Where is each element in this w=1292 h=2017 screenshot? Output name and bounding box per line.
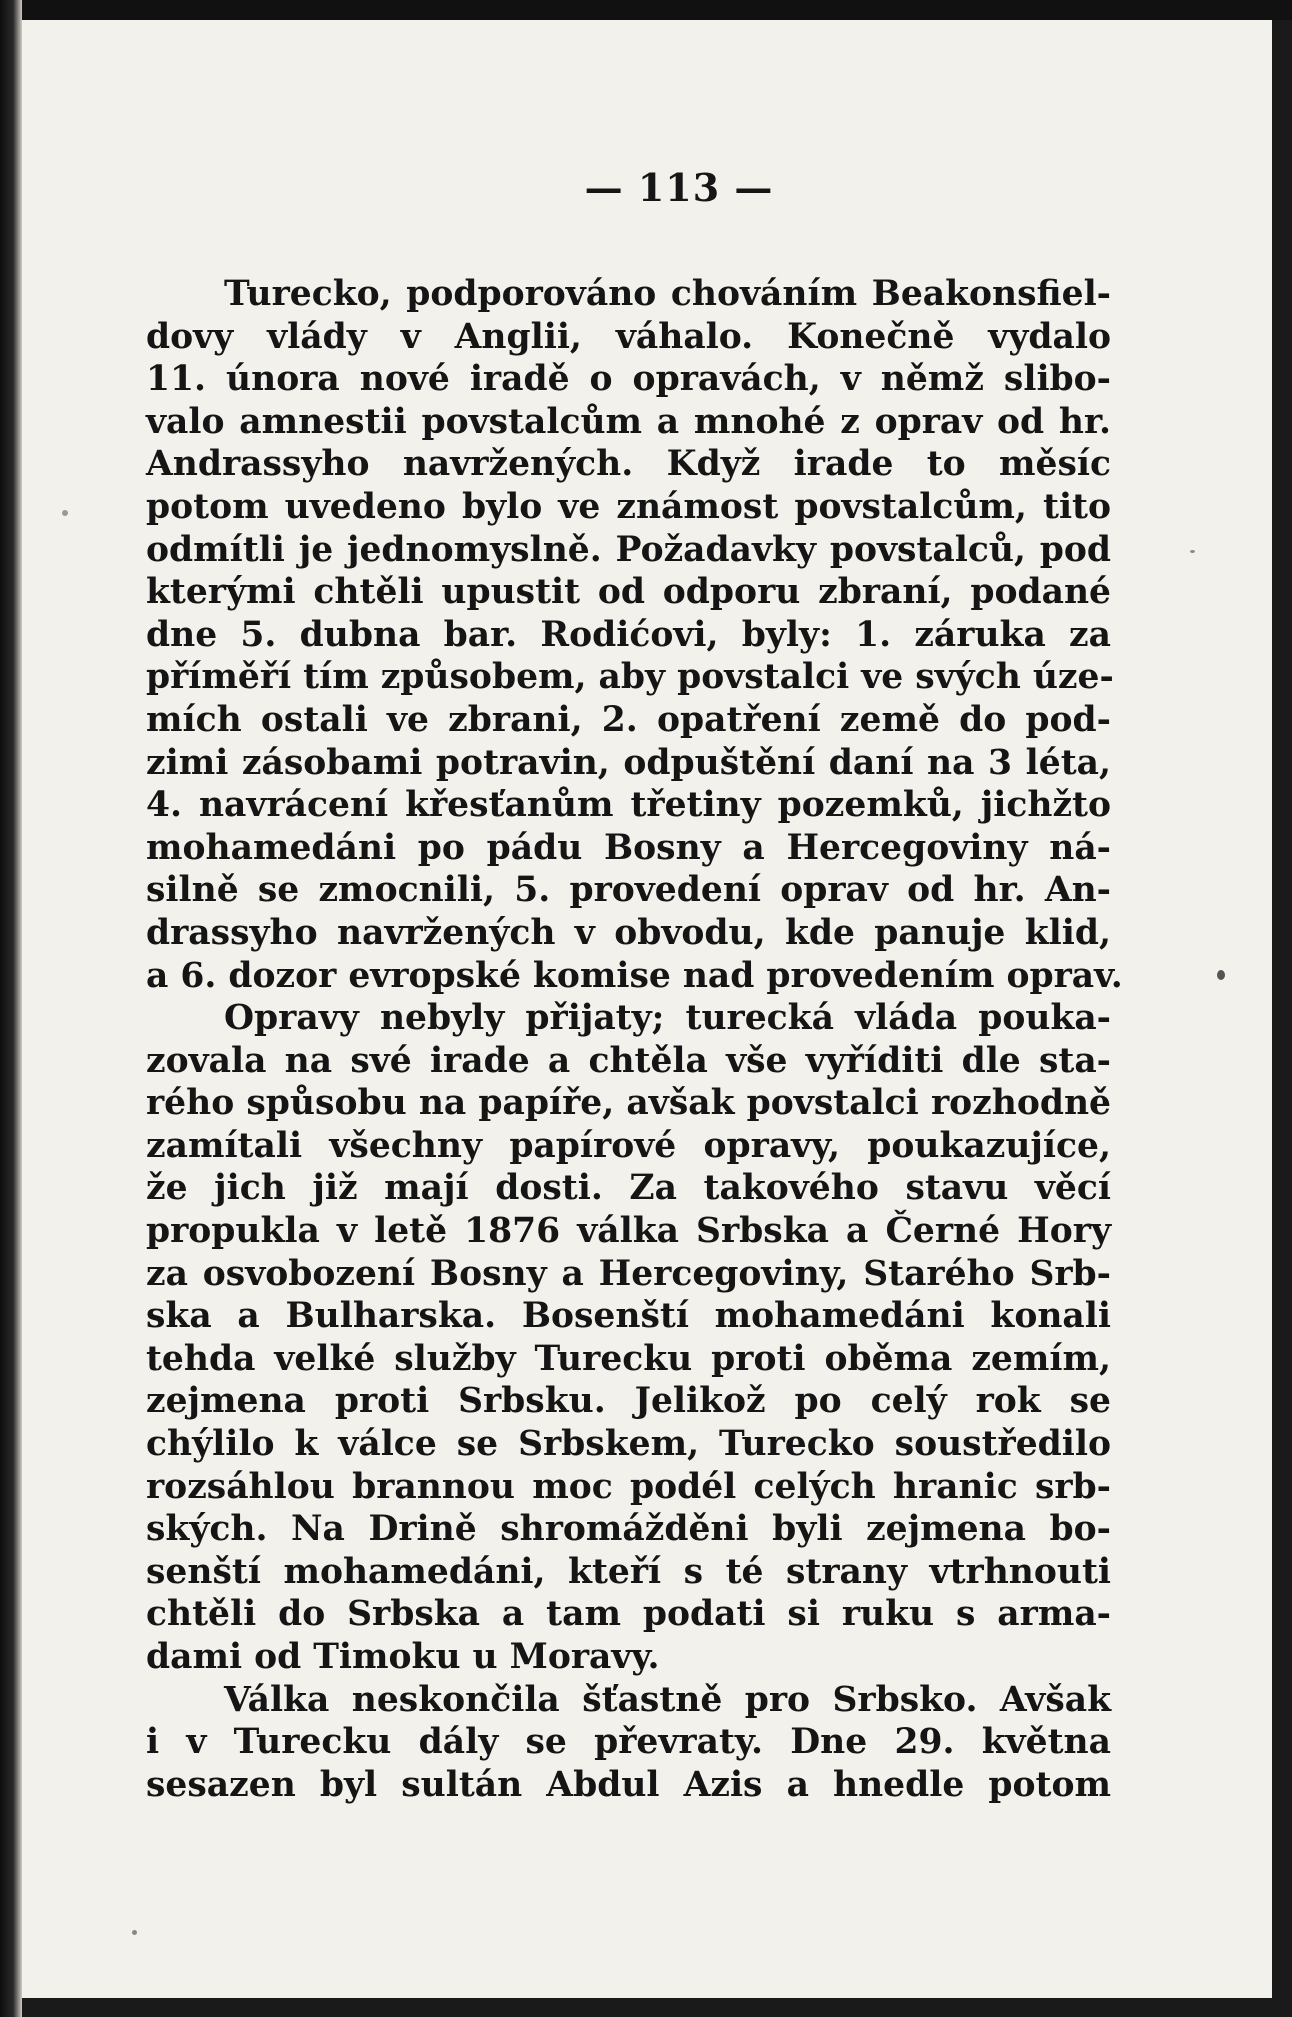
- text-line: Válka neskončila šťastně pro Srbsko. Avšak: [224, 1679, 1111, 1720]
- text-line: valo amnestii povstalcům a mnohé z oprav od hr.: [146, 401, 1111, 442]
- text-line: a 6. dozor evropské komise nad provedením oprav.: [146, 955, 1123, 996]
- text-line: chýlilo k válce se Srbskem, Turecko soustředilo: [146, 1424, 1111, 1465]
- text-line: zovala na své irade a chtěla vše vyříditi dle sta-: [146, 1040, 1111, 1081]
- text-line: potom uvedeno bylo ve známost povstalcům, tito: [146, 486, 1111, 527]
- book-spine-edge: [0, 0, 22, 2017]
- text-line: Opravy nebyly přijaty; turecká vláda pouka-: [224, 998, 1111, 1039]
- scan-top-edge: [0, 0, 1292, 20]
- text-line: zejmena proti Srbsku. Jelikož po celý rok se: [146, 1381, 1111, 1422]
- text-line: propukla v letě 1876 válka Srbska a Černé Hory: [146, 1211, 1111, 1252]
- text-line: ska a Bulharska. Bosenští mohamedáni konali: [146, 1296, 1111, 1337]
- page-number: — 113 —: [584, 165, 774, 210]
- text-line: rozsáhlou brannou moc podél celých hranic srb-: [146, 1466, 1111, 1507]
- text-line: rého spůsobu na papíře, avšak povstalci rozhodně: [146, 1083, 1111, 1124]
- text-line: zamítali všechny papírové opravy, poukazujíce,: [146, 1125, 1111, 1166]
- text-line: příměří tím způsobem, aby povstalci ve svých úze-: [146, 657, 1114, 698]
- text-line: tehda velké služby Turecku proti oběma zemím,: [146, 1338, 1111, 1379]
- text-line: ských. Na Drině shromážděni byli zejmena bo-: [146, 1509, 1111, 1550]
- text-line: drassyho navržených v obvodu, kde panuje klid,: [146, 912, 1111, 953]
- scan-speck: [132, 1930, 137, 1935]
- text-line: dne 5. dubna bar. Rodićovi, byly: 1. záruka za: [146, 614, 1111, 655]
- book-page: [22, 20, 1272, 1998]
- text-line: dovy vlády v Anglii, váhalo. Konečně vydalo: [146, 316, 1111, 357]
- body-text: [146, 273, 1123, 1806]
- text-line: mích ostali ve zbrani, 2. opatření země do pod-: [146, 699, 1111, 740]
- text-line: 11. února nové iradě o opravách, v němž slibo-: [146, 359, 1111, 400]
- text-line: dami od Timoku u Moravy.: [146, 1637, 660, 1677]
- text-line: 4. navrácení křesťanům třetiny pozemků, jichžto: [146, 785, 1111, 826]
- text-line: Turecko, podporováno chováním Beakonsfiel-: [224, 274, 1111, 314]
- scan-speck: [62, 510, 68, 516]
- text-line: sesazen byl sultán Abdul Azis a hnedle potom: [146, 1764, 1111, 1805]
- text-line: že jich již mají dosti. Za takového stavu věcí: [146, 1168, 1111, 1209]
- scan-speck: [1190, 550, 1195, 553]
- text-line: odmítli je jednomyslně. Požadavky povstalců, pod: [146, 529, 1111, 570]
- text-line: silně se zmocnili, 5. provedení oprav od hr. An-: [146, 870, 1111, 911]
- text-line: Andrassyho navržených. Když irade to měsíc: [146, 444, 1111, 485]
- scan-speck: [1217, 970, 1225, 980]
- text-line: kterými chtěli upustit od odporu zbraní, podané: [146, 572, 1111, 613]
- text-line: zimi zásobami potravin, odpuštění daní na 3 léta,: [146, 742, 1111, 783]
- text-line: senští mohamedáni, kteří s té strany vtrhnouti: [146, 1551, 1111, 1592]
- text-line: i v Turecku dály se převraty. Dne 29. května: [146, 1722, 1111, 1763]
- text-line: mohamedáni po pádu Bosny a Hercegoviny ná-: [146, 827, 1111, 868]
- text-line: chtěli do Srbska a tam podati si ruku s arma-: [146, 1594, 1111, 1635]
- text-line: za osvobození Bosny a Hercegoviny, Starého Srb-: [146, 1253, 1111, 1294]
